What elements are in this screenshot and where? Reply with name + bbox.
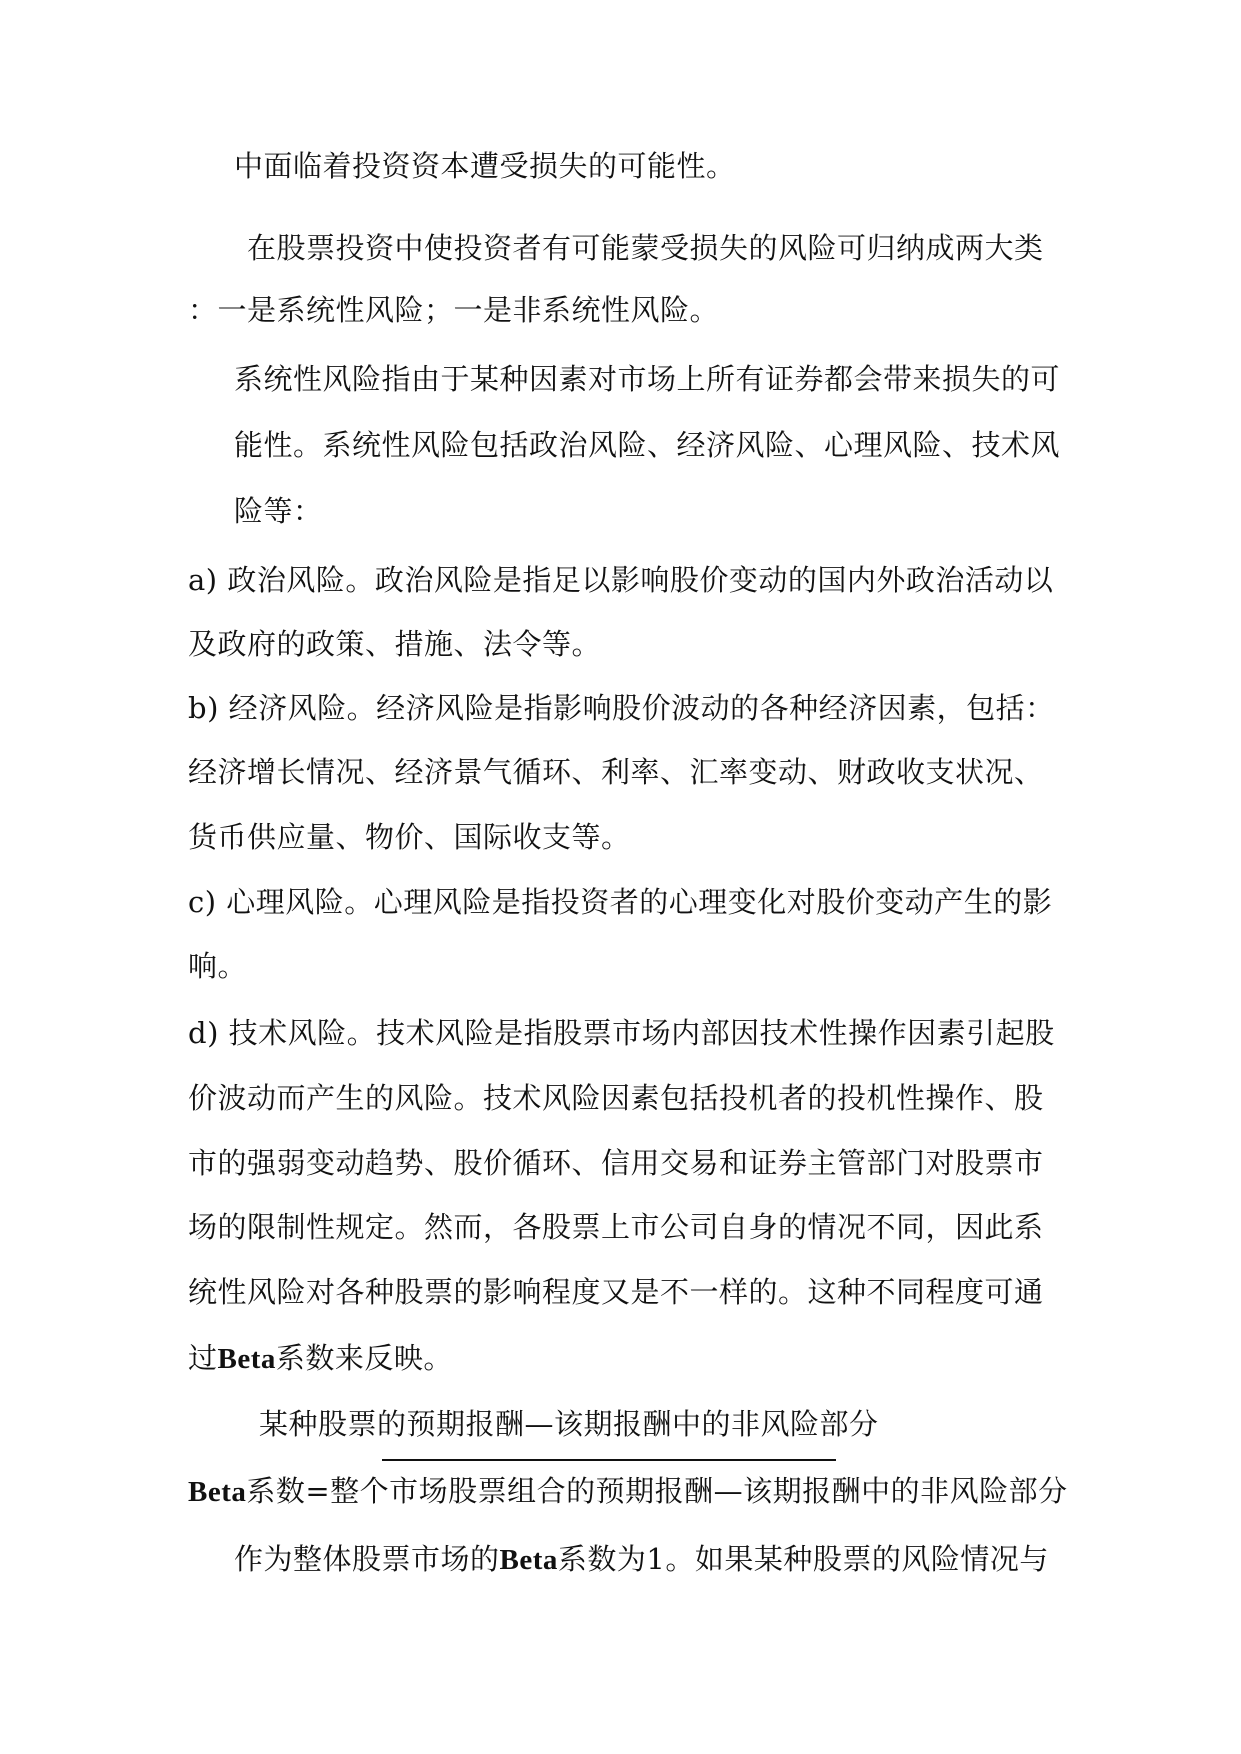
text-line: 及政府的政策、措施、法令等。 [188, 627, 602, 661]
formula-denominator [188, 1471, 1068, 1512]
text-line: ：一是系统性风险；一是非系统性风险。 [188, 293, 720, 327]
formula-numerator: 某种股票的预期报酬—该期报酬中的非风险部分 [259, 1407, 879, 1441]
text-line: 在股票投资中使投资者有可能蒙受损失的风险可归纳成两大类 [247, 231, 1044, 265]
text-line: 险等： [234, 494, 323, 528]
text-fragment: 系数来反映。 [275, 1341, 453, 1375]
text-line: 场的限制性规定。然而，各股票上市公司自身的情况不同，因此系 [188, 1210, 1044, 1244]
list-item-d: d) 技术风险。技术风险是指股票市场内部因技术性操作因素引起股 [188, 1016, 1055, 1050]
text-fragment: 过 [188, 1341, 218, 1375]
text-line [188, 1338, 453, 1379]
fraction-bar [382, 1459, 836, 1461]
text-line: 货币供应量、物价、国际收支等。 [188, 820, 631, 854]
text-line: 经济增长情况、经济景气循环、利率、汇率变动、财政收支状况、 [188, 755, 1044, 789]
formula-text: 系数=整个市场股票组合的预期报酬—该期报酬中的非风险部分 [246, 1474, 1068, 1508]
list-item-c: c) 心理风险。心理风险是指投资者的心理变化对股价变动产生的影 [188, 885, 1053, 919]
text-line: 统性风险对各种股票的影响程度又是不一样的。这种不同程度可通 [188, 1275, 1044, 1309]
beta-term: Beta [188, 1476, 247, 1508]
beta-term: Beta [217, 1343, 276, 1375]
text-line [234, 1539, 1049, 1580]
text-fragment: 系数为1。如果某种股票的风险情况与 [557, 1542, 1049, 1576]
text-line: 能性。系统性风险包括政治风险、经济风险、心理风险、技术风 [234, 428, 1061, 462]
text-line: 响。 [188, 949, 248, 983]
list-item-a: a) 政治风险。政治风险是指足以影响股价变动的国内外政治活动以 [188, 563, 1054, 597]
text-line: 价波动而产生的风险。技术风险因素包括投机者的投机性操作、股 [188, 1081, 1044, 1115]
text-line: 市的强弱变动趋势、股价循环、信用交易和证券主管部门对股票市 [188, 1146, 1044, 1180]
text-line: 系统性风险指由于某种因素对市场上所有证券都会带来损失的可 [234, 362, 1061, 396]
text-fragment: 作为整体股票市场的 [234, 1542, 500, 1576]
beta-term: Beta [499, 1544, 558, 1576]
text-line: 中面临着投资资本遭受损失的可能性。 [234, 149, 736, 183]
list-item-b: b) 经济风险。经济风险是指影响股价波动的各种经济因素，包括： [188, 691, 1055, 725]
